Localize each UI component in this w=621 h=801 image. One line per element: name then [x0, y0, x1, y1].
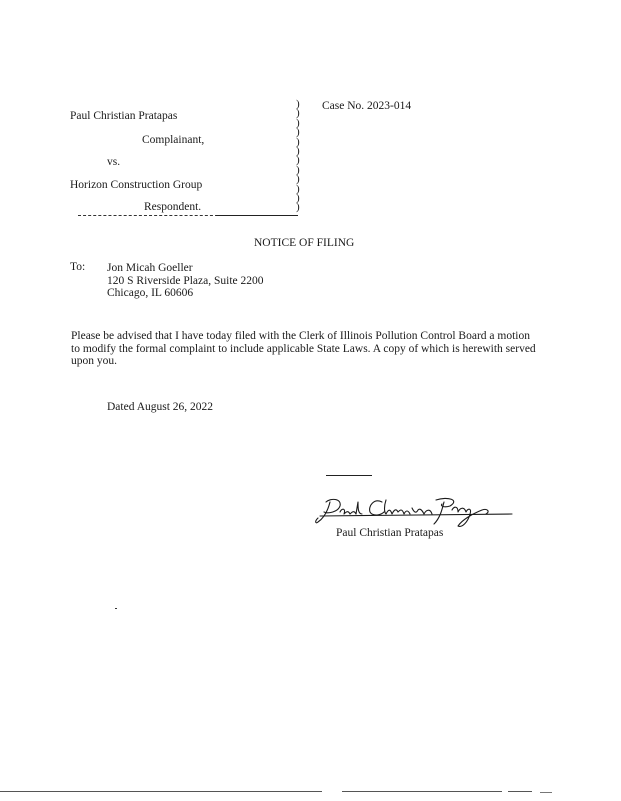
dated-line: Dated August 26, 2022: [107, 401, 214, 413]
complainant-role: Complainant,: [142, 134, 205, 146]
recipient-address: [107, 262, 264, 300]
notice-title: NOTICE OF FILING: [254, 237, 355, 249]
caption-underline-left: [78, 215, 218, 217]
complainant-name: Paul Christian Pratapas: [70, 110, 178, 122]
signature-short-rule: [326, 475, 372, 476]
recipient-name: Jon Micah Goeller: [107, 262, 193, 274]
versus-label: vs.: [107, 156, 121, 168]
recipient-address-line1: 120 S Riverside Plaza, Suite 2200: [107, 274, 264, 287]
signer-printed-name: Paul Christian Pratapas: [336, 527, 444, 539]
respondent-name: Horizon Construction Group: [70, 179, 203, 191]
scan-edge-line-3: [508, 791, 532, 792]
caption-underline-right: [216, 215, 298, 216]
to-label: To:: [70, 261, 86, 273]
caption-parenthesis-column: ) ) ) ) ) ) ) ) ) ) ) ): [296, 98, 300, 214]
notice-body: Please be advised that I have today filed with the Clerk of Illinois Pollution Control Board a motion to modify the formal complaint to include applicable State Laws. A copy of which is herewith served upon you.: [71, 330, 536, 367]
scan-edge-line-2: [342, 791, 502, 792]
scan-edge-line-1: [0, 791, 322, 792]
respondent-role: Respondent.: [144, 201, 202, 213]
scan-edge-line-4: [540, 792, 552, 793]
recipient-address-line2: Chicago, IL 60606: [107, 287, 194, 299]
case-number: Case No. 2023-014: [322, 100, 412, 112]
scan-dot: [115, 608, 117, 609]
